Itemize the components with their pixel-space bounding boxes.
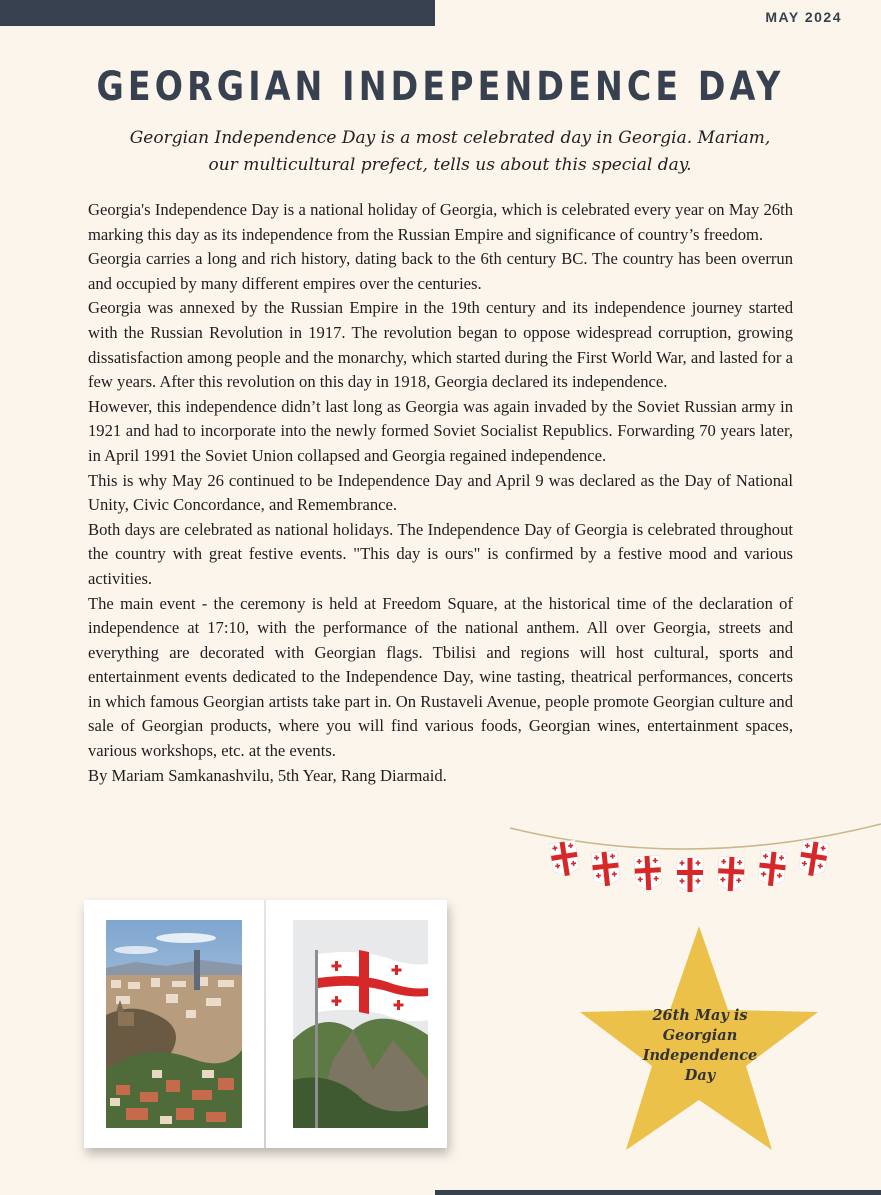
bunting-flag — [591, 851, 620, 888]
georgian-flag-mountain-photo — [293, 920, 428, 1128]
photo-card — [84, 900, 447, 1148]
star-text — [620, 1006, 780, 1086]
bunting-flag — [758, 851, 787, 888]
star-line: 26th May is — [652, 1007, 748, 1024]
tbilisi-city-photo — [106, 920, 242, 1128]
article-paragraph: Georgia's Independence Day is a national holiday of Georgia, which is celebrated every year on May 26th marking this day as its independence from the Russian Empire and significance of country’s freedom. — [88, 200, 793, 244]
star-line: Independence — [642, 1047, 758, 1064]
article-paragraph: This is why May 26 continued to be Independence Day and April 9 was declared as the Day of National Unity, Civic Concordance, and Remembrance. — [88, 470, 793, 515]
subtitle: Georgian Independence Day is a most celebrated day in Georgia. Mariam, our multicultural prefect, tells us about this special day. — [129, 128, 771, 175]
article-body — [88, 198, 793, 788]
bunting-flag — [717, 856, 745, 891]
article-paragraph: Both days are celebrated as national holidays. The Independence Day of Georgia is celebrated throughout the country with great festive events. "This day is ours" is confirmed by a festive mood and various activities. — [88, 519, 793, 588]
bottom-bar — [435, 1190, 881, 1195]
star-line: Day — [684, 1067, 716, 1084]
article-paragraph: Georgia carries a long and rich history, dating back to the 6th century BC. The country has been overrun and occupied by many different empires over the centuries. — [88, 249, 793, 293]
top-bar — [0, 0, 435, 26]
article-paragraph: However, this independence didn’t last long as Georgia was again invaded by the Soviet Russian army in 1921 and had to incorporate into the newly formed Soviet Socialist Republics. Forwarding 70 years later, in April 1991 the Soviet Union collapsed and Georgia regained independence. — [88, 396, 793, 465]
article-paragraph: Georgia was annexed by the Russian Empire in the 19th century and its independence journey started with the Russian Revolution in 1917. The revolution began to oppose widespread corruption, growing dissatisfaction among people and the monarchy, which started during the First World War, and lasted for a few years. After this revolution on this day in 1918, Georgia declared its independence. — [88, 298, 793, 392]
card-fold — [264, 900, 266, 1148]
bunting-flag — [798, 840, 829, 878]
star-line: Georgian — [662, 1027, 738, 1044]
byline: By Mariam Samkanashvilu, 5th Year, Rang Diarmaid. — [88, 765, 447, 785]
article-paragraph: The main event - the ceremony is held at Freedom Square, at the historical time of the declaration of independence at 17:10, with the performance of the national anthem. All over Georgia, streets and everything are decorated with Georgian flags. Tbilisi and regions will host cultural, sports and entertainment events dedicated to the Independence Day, wine tasting, theatrical performances, concerts in which famous Georgian artists take part in. On Rustaveli Avenue, people promote Georgian culture and sale of Georgian products, where you will find various foods, Georgian wines, entertainment spaces, various workshops, etc. at the events. — [88, 593, 793, 761]
bunting-flag — [677, 858, 703, 892]
bunting-flag — [549, 840, 580, 878]
page-title: GEORGIAN INDEPENDENCE DAY — [96, 64, 785, 110]
issue-date: MAY 2024 — [765, 9, 842, 25]
georgian-flag-bunting-icon — [510, 820, 881, 900]
bunting-flag — [634, 855, 662, 890]
